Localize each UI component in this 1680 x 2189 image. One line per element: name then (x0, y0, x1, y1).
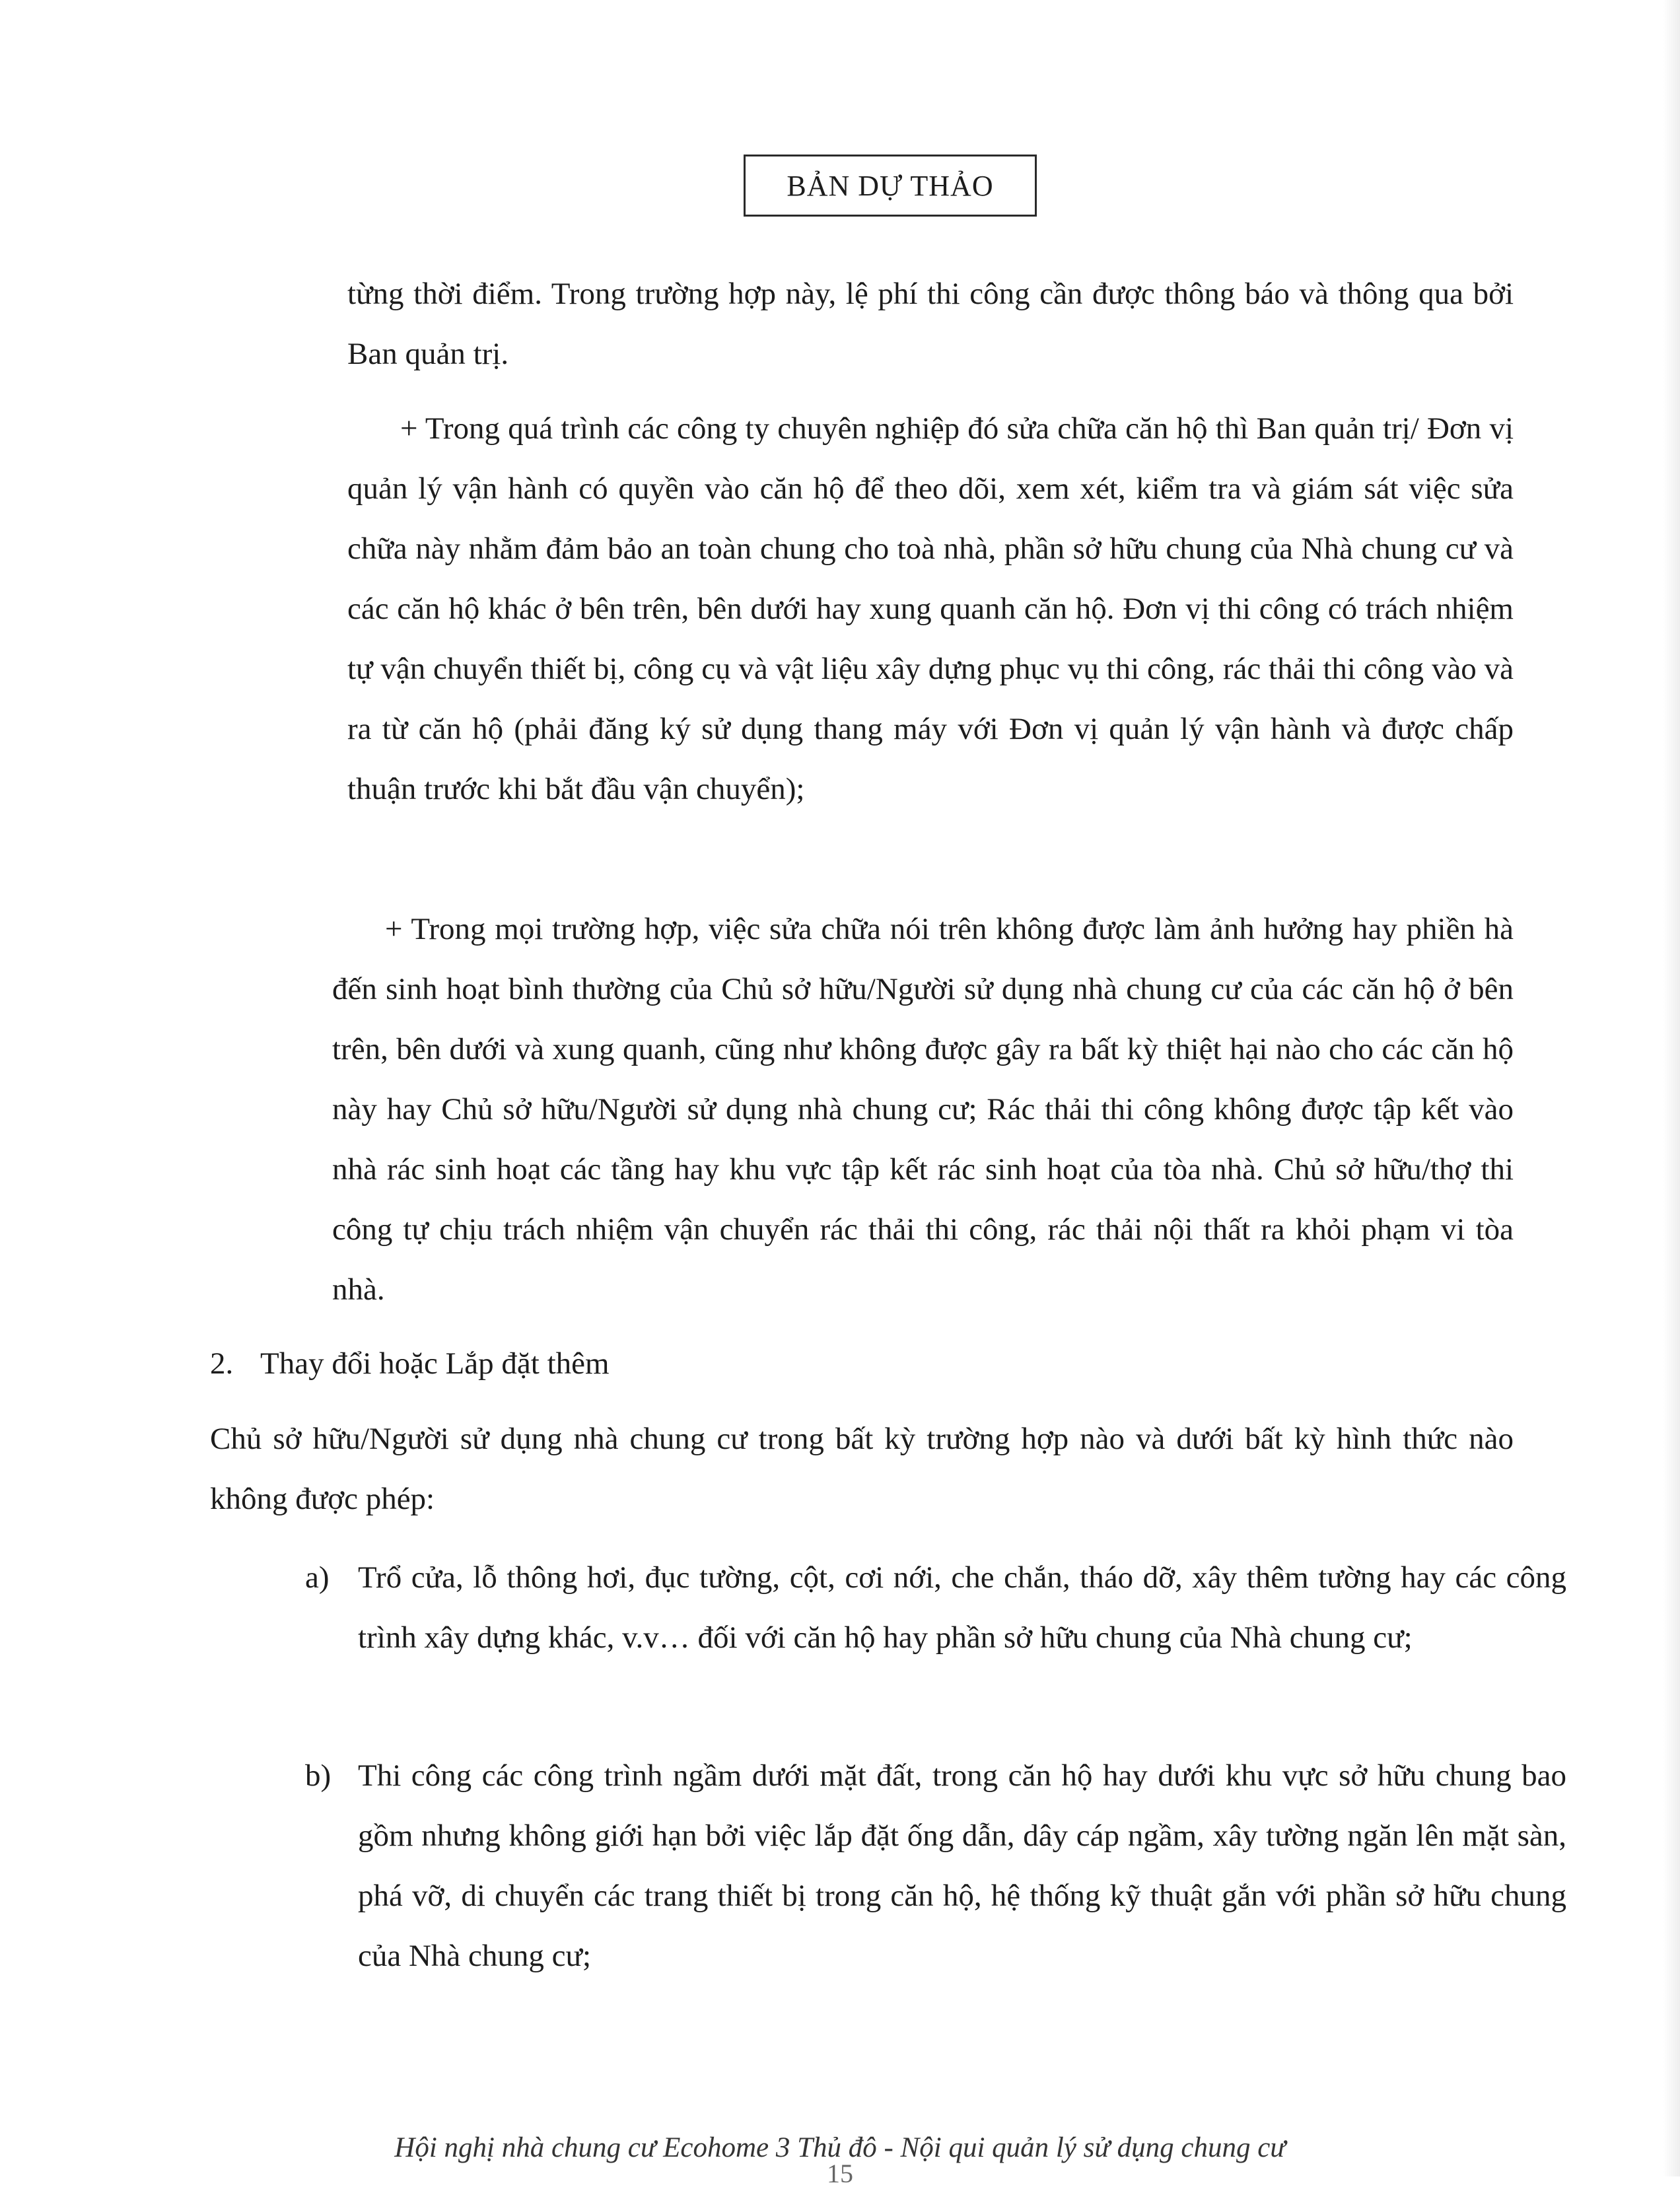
section-number: 2. (210, 1346, 234, 1381)
page-number: 15 (827, 2159, 853, 2188)
page-footer: Hội nghị nhà chung cư Ecohome 3 Thủ đô - Nội qui quản lý sử dụng chung cư (394, 2132, 1286, 2163)
page-edge (1663, 0, 1680, 2176)
paragraph-no-disturbance: + Trong mọi trường hợp, việc sửa chữa nói trên không được làm ảnh hưởng hay phiền hà đến sinh hoạt bình thường của Chủ sở hữu/Người sử dụng nhà chung cư của các căn hộ ở bên trên, bên dưới và xung quanh, cũng như không được gây ra bất kỳ thiệt hại nào cho các căn hộ này hay Chủ sở hữu/Người sử dụng nhà chung cư; Rác thải thi công không được tập kết vào nhà rác sinh hoạt các tầng hay khu vực tập kết rác sinh hoạt của tòa nhà. Chủ sở hữu/thợ thi công tự chịu trách nhiệm vận chuyển rác thải thi công, rác thải nội thất ra khỏi phạm vi tòa nhà. (332, 912, 1514, 1307)
paragraph-continuation: từng thời điểm. Trong trường hợp này, lệ phí thi công cần được thông báo và thông qua bởi Ban quản trị. (347, 277, 1514, 371)
list-item (305, 1746, 1566, 1986)
list-item (305, 1548, 1566, 1668)
section-title: Thay đổi hoặc Lắp đặt thêm (260, 1346, 610, 1381)
section-heading (210, 1334, 610, 1394)
list-item-text: Trổ cửa, lỗ thông hơi, đục tường, cột, cơi nới, che chắn, tháo dỡ, xây thêm tường hay các công trình xây dựng khác, v.v… đối với căn hộ hay phần sở hữu chung của Nhà chung cư; (358, 1560, 1566, 1655)
paragraph-inspection: + Trong quá trình các công ty chuyên nghiệp đó sửa chữa căn hộ thì Ban quản trị/ Đơn vị quản lý vận hành có quyền vào căn hộ để theo dõi, xem xét, kiểm tra và giám sát việc sửa chữa này nhằm đảm bảo an toàn chung cho toà nhà, phần sở hữu chung của Nhà chung cư và các căn hộ khác ở bên trên, bên dưới hay xung quanh căn hộ. Đơn vị thi công có trách nhiệm tự vận chuyển thiết bị, công cụ và vật liệu xây dựng phục vụ thi công, rác thải thi công vào và ra từ căn hộ (phải đăng ký sử dụng thang máy với Đơn vị quản lý vận hành và được chấp thuận trước khi bắt đầu vận chuyển); (347, 411, 1514, 806)
draft-stamp: BẢN DỰ THẢO (744, 155, 1037, 217)
list-item-text: Thi công các công trình ngầm dưới mặt đất, trong căn hộ hay dưới khu vực sở hữu chung bao gồm nhưng không giới hạn bởi việc lắp đặt ống dẫn, dây cáp ngầm, xây tường ngăn lên mặt sàn, phá vỡ, di chuyển các trang thiết bị trong căn hộ, hệ thống kỹ thuật gắn với phần sở hữu chung của Nhà chung cư; (358, 1758, 1566, 1973)
section-intro: Chủ sở hữu/Người sử dụng nhà chung cư trong bất kỳ trường hợp nào và dưới bất kỳ hình thức nào không được phép: (210, 1422, 1514, 1516)
list-marker: a) (305, 1560, 330, 1595)
list-marker: b) (305, 1758, 332, 1793)
